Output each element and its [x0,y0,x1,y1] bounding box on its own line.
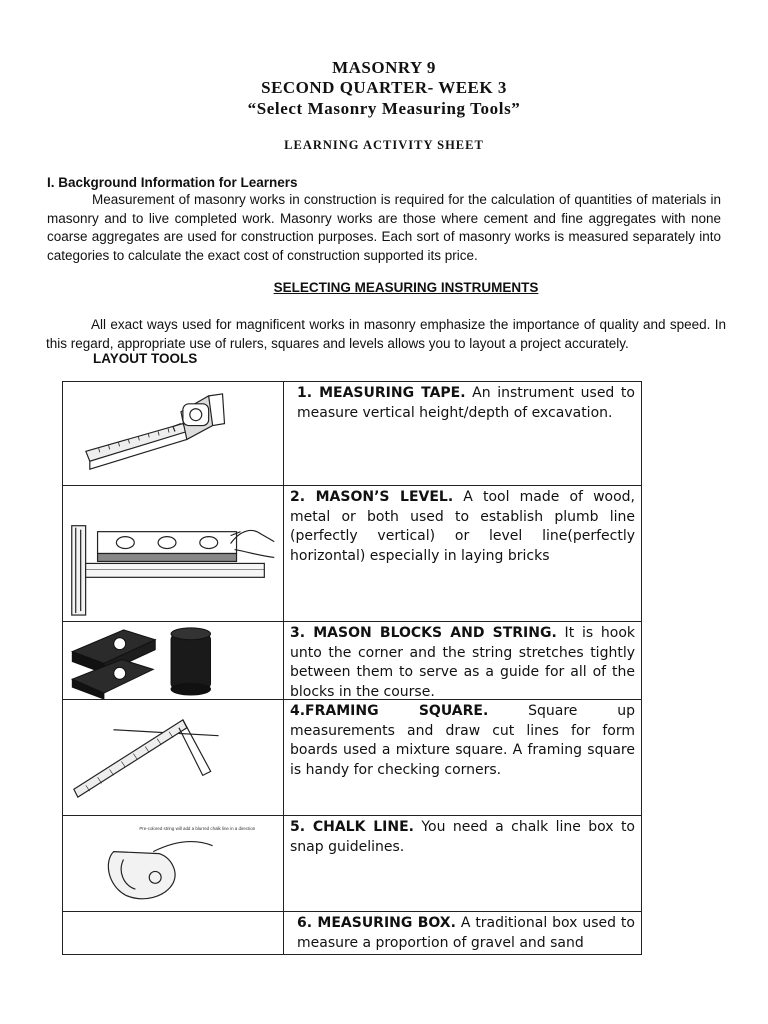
course-title: MASONRY 9 [332,58,436,77]
tool-description: 6. MEASURING BOX. A traditional box used to measure a proportion of gravel and sand [297,915,635,951]
background-heading: I. Background Information for Learners [47,175,298,190]
chalk-line-icon [63,816,284,911]
measuring-tape-icon [63,382,284,485]
layout-tools-heading: LAYOUT TOOLS [93,351,198,366]
empty-image-cell [63,912,284,954]
lesson-title: “Select Masonry Measuring Tools” [247,99,521,118]
mason-blocks-string-icon [63,622,284,699]
quarter-week: SECOND QUARTER- WEEK 3 [261,78,507,97]
mason-level-icon [63,486,284,621]
table-row [63,622,641,700]
tool-description: 3. MASON BLOCKS AND STRING. It is hook unto the corner and the string stretches tightly between them to serve as a guide for all of the blocks in the course. [290,625,635,700]
selecting-heading: SELECTING MEASURING INSTRUMENTS [273,280,539,295]
table-row [63,912,641,954]
chalk-caption: Pre-colored string will add a blurred chalk line in a direction [139,825,256,831]
tools-table [62,381,642,955]
sheet-subtitle: LEARNING ACTIVITY SHEET [284,138,484,152]
table-row [63,486,641,622]
title-block [0,58,768,120]
table-row [63,700,641,816]
tool-description: 4.FRAMING SQUARE. Square up measurements and draw cut lines for form boards used a mixture square. A framing square is handy for checking corners. [290,703,635,778]
background-paragraph: Measurement of masonry works in construction is required for the calculation of quantities of materials in masonry and to live completed work. Masonry works are those where cement and fine aggregates with none coarse aggregates are used for construction purposes. Each sort of masonry works is measured separately into categories to calculate the exact cost of construction supported its price. [47,192,721,263]
table-row [63,382,641,486]
selecting-paragraph: All exact ways used for magnificent works in masonry emphasize the importance of quality and speed. In this regard, appropriate use of rulers, squares and levels allows you to layout a project accurately. [46,317,726,351]
tool-description: 5. CHALK LINE. You need a chalk line box to snap guidelines. [290,819,635,855]
tool-description: 1. MEASURING TAPE. An instrument used to measure vertical height/depth of excavation. [297,385,635,421]
framing-square-icon [63,700,284,815]
table-row [63,816,641,912]
tool-description: 2. MASON’S LEVEL. A tool made of wood, metal or both used to establish plumb line (perfectly vertical) or level line(perfectly horizontal) especially in laying bricks [290,489,635,564]
